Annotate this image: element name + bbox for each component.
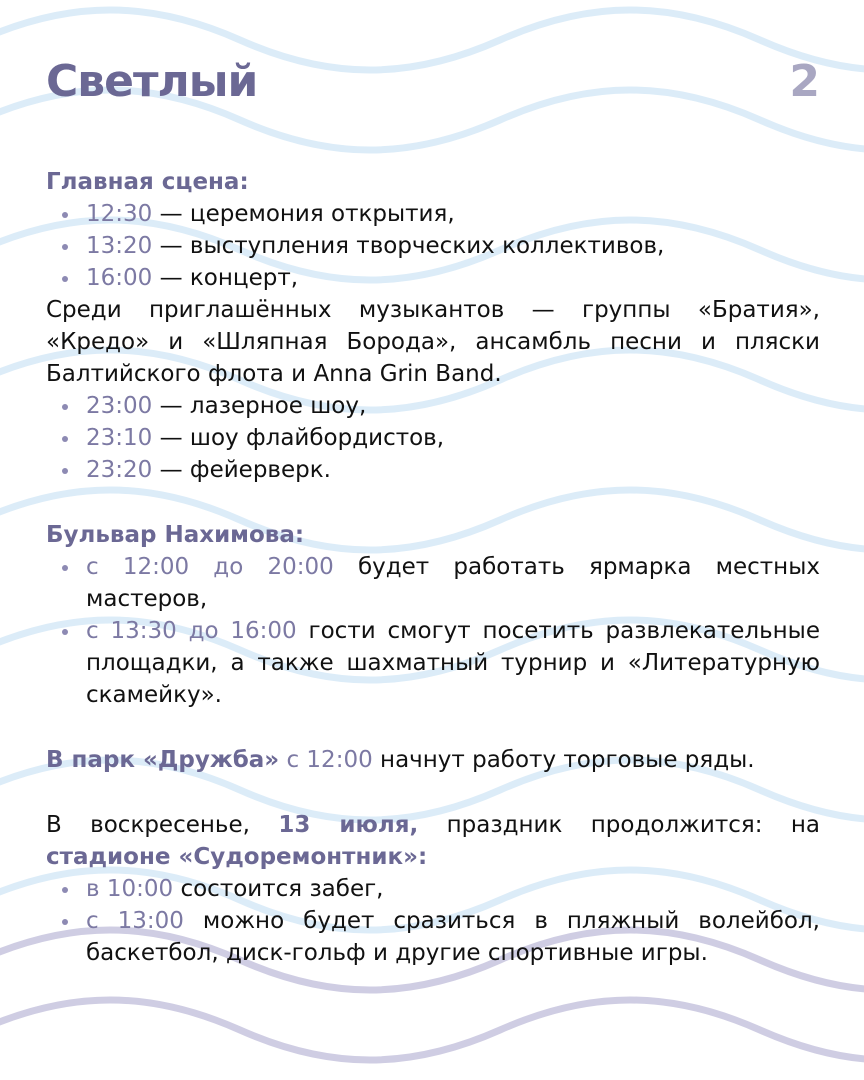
item-text: — фейерверк. <box>152 457 331 483</box>
time: 23:20 <box>86 457 153 483</box>
time: с 12:00 до 20:00 <box>86 554 334 580</box>
time: в 10:00 <box>86 876 174 902</box>
time: 23:10 <box>86 425 153 451</box>
sunday-intro: В воскресенье, <box>46 812 279 838</box>
time: 13:20 <box>86 233 153 259</box>
main-stage-evening-list <box>46 390 820 486</box>
item-text: состоится забег, <box>173 876 384 902</box>
item-text: гости смогут посетить развлекательные площадки, а также шахматный турнир и «Литературную скамейку». <box>86 618 820 708</box>
item-text: — шоу флайбордистов, <box>152 425 445 451</box>
item-text: — лазерное шоу, <box>152 393 367 419</box>
park-text: начнут работу торговые ряды. <box>372 747 755 773</box>
time: с 12:00 <box>279 747 373 773</box>
sunday-list <box>46 873 820 969</box>
sunday-mid: праздник продолжится: на <box>418 812 820 838</box>
page-title: Светлый <box>46 56 258 107</box>
list-item <box>86 905 820 969</box>
sunday-place: стадионе «Судоремонтник»: <box>46 844 428 870</box>
list-item <box>86 873 820 905</box>
section-heading-boulevard: Бульвар Нахимова: <box>46 522 305 548</box>
list-item <box>86 454 820 486</box>
item-text: — церемония открытия, <box>152 201 455 227</box>
item-text: будет работать ярмарка местных мастеров, <box>86 554 820 612</box>
item-text: — выступления творческих коллективов, <box>152 233 665 259</box>
time: 12:30 <box>86 201 153 227</box>
park-name: В парк «Дружба» <box>46 747 280 773</box>
time: с 13:00 <box>86 908 184 934</box>
boulevard-list <box>46 551 820 711</box>
main-stage-list <box>46 198 820 294</box>
list-item <box>86 422 820 454</box>
section-heading-main-stage: Главная сцена: <box>46 169 249 195</box>
time: 16:00 <box>86 265 153 291</box>
list-item <box>86 551 820 615</box>
time: с 13:30 до 16:00 <box>86 618 297 644</box>
content <box>46 166 820 969</box>
time: 23:00 <box>86 393 153 419</box>
list-item <box>86 230 820 262</box>
sunday-paragraph <box>46 809 820 873</box>
item-text: — концерт, <box>152 265 299 291</box>
sunday-date: 13 июля, <box>278 812 419 838</box>
list-item <box>86 262 820 294</box>
item-text: можно будет сразиться в пляжный волейбол, баскетбол, диск-гольф и другие спортивные игры. <box>86 908 820 966</box>
list-item <box>86 198 820 230</box>
list-item <box>86 390 820 422</box>
park-paragraph <box>46 744 820 776</box>
page-number: 2 <box>789 56 820 107</box>
list-item <box>86 615 820 711</box>
musicians-paragraph: Среди приглашённых музыкантов — группы «Братия», «Кредо» и «Шляпная Борода», ансамбль песни и пляски Балтийского флота и Anna Grin Band. <box>46 297 820 387</box>
